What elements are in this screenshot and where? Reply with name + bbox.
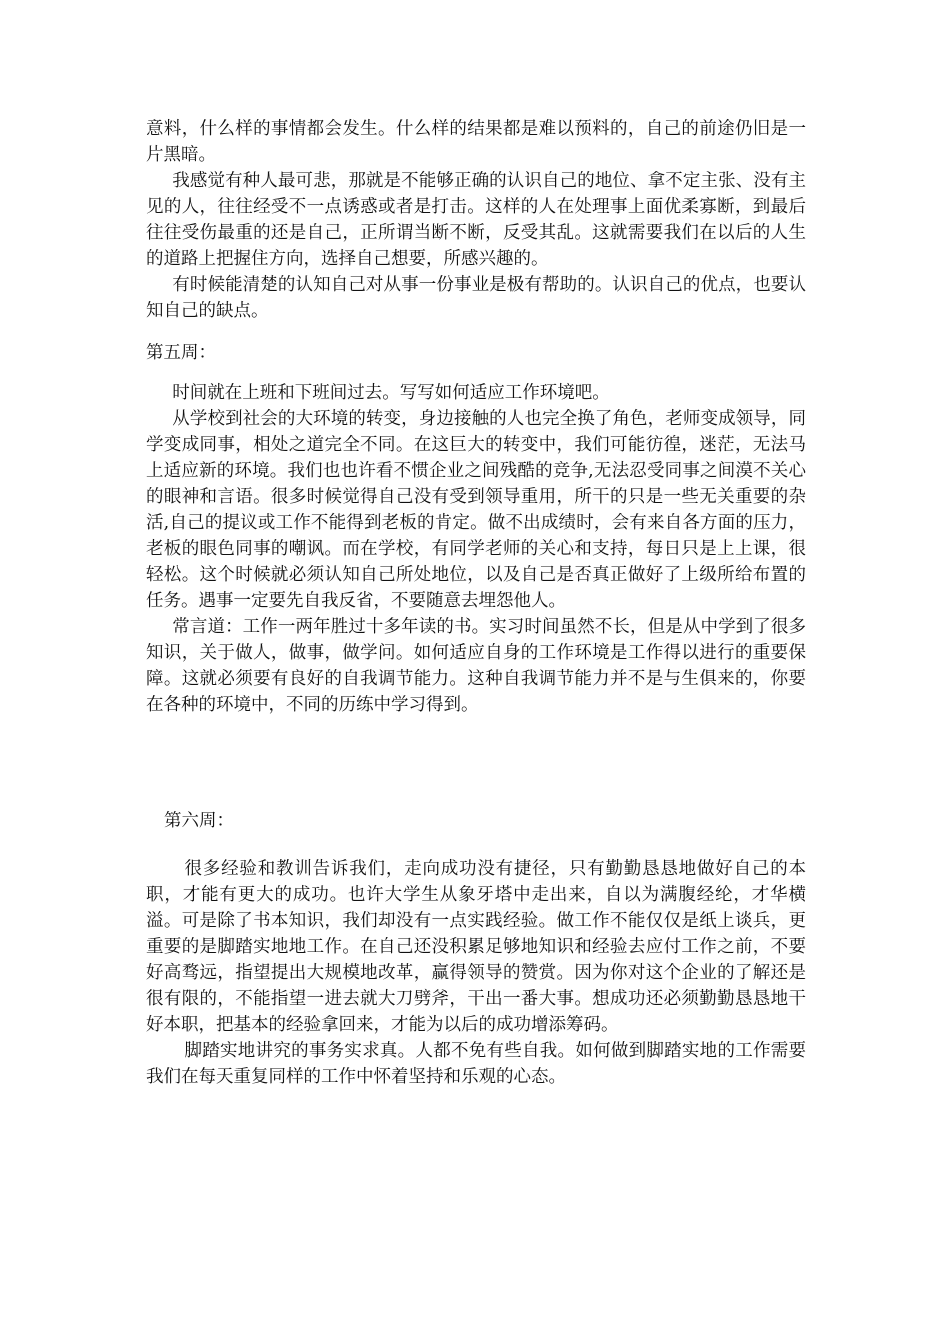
- week5-section: [146, 380, 806, 718]
- paragraph: 脚踏实地讲究的事务实求真。人都不免有些自我。如何做到脚踏实地的工作需要我们在每天重复同样的工作中怀着坚持和乐观的心态。: [146, 1041, 806, 1087]
- intro-section: [146, 116, 806, 324]
- paragraph: 很多经验和教训告诉我们，走向成功没有捷径，只有勤勤恳恳地做好自己的本职，才能有更大的成功。也许大学生从象牙塔中走出来，自以为满腹经纶，才华横溢。可是除了书本知识，我们却没有一点实践经验。做工作不能仅仅是纸上谈兵，更重要的是脚踏实地地工作。在自己还没积累足够地知识和经验去应付工作之前，不要好高骛远，指望提出大规模地改革，赢得领导的赞赏。因为你对这个企业的了解还是很有限的，不能指望一进去就大刀劈斧，干出一番大事。想成功还必须勤勤恳恳地干好本职，把基本的经验拿回来，才能为以后的成功增添筹码。: [146, 859, 806, 1035]
- week6-section: [146, 856, 806, 1090]
- paragraph: 从学校到社会的大环境的转变，身边接触的人也完全换了角色，老师变成领导，同学变成同事，相处之道完全不同。在这巨大的转变中，我们可能彷徨，迷茫，无法马上适应新的环境。我们也也许看不惯企业之间残酷的竞争,无法忍受同事之间漠不关心的眼神和言语。很多时候觉得自己没有受到领导重用，所干的只是一些无关重要的杂活,自己的提议或工作不能得到老板的肯定。做不出成绩时，会有来自各方面的压力，老板的眼色同事的嘲讽。而在学校，有同学老师的关心和支持，每日只是上上课，很轻松。这个时候就必须认知自己所处地位，以及自己是否真正做好了上级所给布置的任务。遇事一定要先自我反省，不要随意去埋怨他人。: [146, 409, 806, 611]
- paragraph: 有时候能清楚的认知自己对从事一份事业是极有帮助的。认识自己的优点，也要认知自己的缺点。: [146, 275, 806, 321]
- week5-heading: 第五周：: [146, 343, 216, 363]
- paragraph: 我感觉有种人最可悲，那就是不能够正确的认识自己的地位、拿不定主张、没有主见的人，往往经受不一点诱惑或者是打击。这样的人在处理事上面优柔寡断，到最后往往受伤最重的还是自己，正所谓当断不断，反受其乱。这就需要我们在以后的人生的道路上把握住方向，选择自己想要，所感兴趣的。: [146, 171, 806, 269]
- paragraph: 时间就在上班和下班间过去。写写如何适应工作环境吧。: [172, 383, 610, 403]
- week6-heading: 第六周：: [164, 811, 234, 831]
- paragraph: 常言道：工作一两年胜过十多年读的书。实习时间虽然不长，但是从中学到了很多知识，关于做人，做事，做学问。如何适应自身的工作环境是工作得以进行的重要保障。这就必须要有良好的自我调节能力。这种自我调节能力并不是与生俱来的，你要在各种的环境中，不同的历练中学习得到。: [146, 617, 806, 715]
- paragraph-continuation: 意料，什么样的事情都会发生。什么样的结果都是难以预料的，自己的前途仍旧是一片黑暗。: [146, 119, 806, 165]
